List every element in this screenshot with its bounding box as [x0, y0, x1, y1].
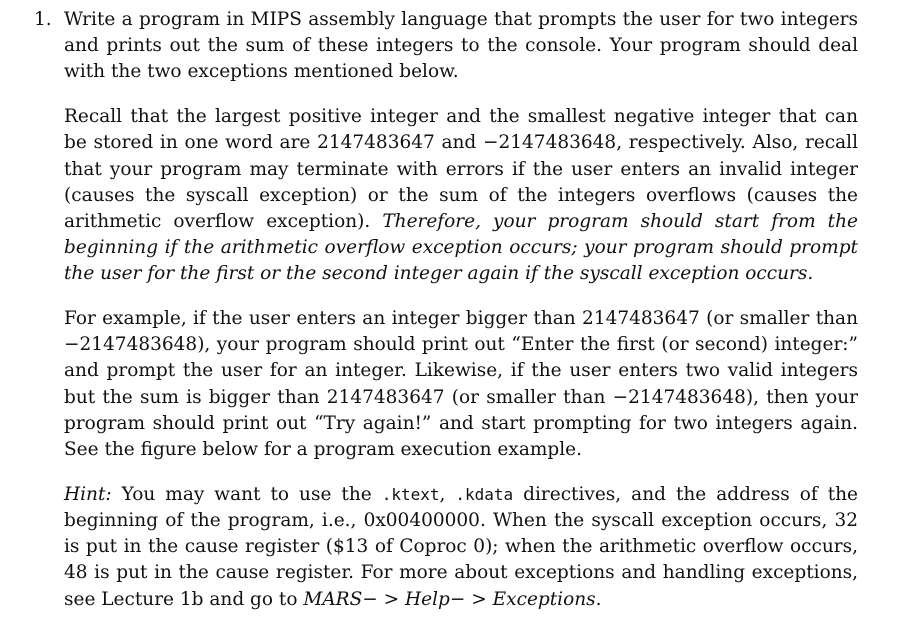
- exercise-item: [34, 7, 864, 631]
- recall-paragraph: [64, 104, 858, 287]
- hint-text-after: directives, and the address of the beginning of the program, i.e., 0x00400000. When the syscall exception occurs, 32 is put in the cause register ($13 of Coproc 0); when the arithmetic overflow occurs, 48 is put in the cause register. For more about exceptions and handling exceptions, see Lecture 1b and go to: [64, 483, 858, 610]
- kdata-directive: .kdata: [455, 484, 514, 504]
- hint-label: Hint:: [64, 483, 112, 505]
- hint-paragraph: [64, 482, 858, 613]
- menu-path: MARS− > Help− > Exceptions: [303, 588, 596, 610]
- hint-text-before: You may want to use the: [111, 483, 382, 505]
- recall-emphasis: Therefore, your program should start from the beginning if the arithmetic overflow exception occurs; your program should prompt the user for the first or the second integer again if the syscall exception occurs.: [64, 210, 858, 285]
- recall-text: Recall that the largest positive integer and the smallest negative integer that can be stored in one word are 2147483647 and −2147483648, respectively. Also, recall that your program may terminate with errors if the user enters an invalid integer (causes the syscall exception) or the sum of the integers overflows (causes the arithmetic overflow exception).: [64, 106, 858, 232]
- hint-comma: ,: [439, 483, 456, 505]
- hint-period: .: [595, 588, 602, 610]
- intro-paragraph: Write a program in MIPS assembly language that prompts the user for two integers and prints out the sum of these integers to the console. Your program should deal with the two exceptions mentioned below.: [64, 9, 858, 83]
- item-number: 1.: [34, 9, 52, 30]
- example-paragraph: For example, if the user enters an integer bigger than 2147483647 (or smaller than −2147483648), your program should print out “Enter the first (or second) integer:” and prompt the user for an integer. Likewise, if the user enters two valid integers but the sum is bigger than 2147483647 (or smaller than −2147483648), then your program should print out “Try again!” and start prompting for two integers again. See the figure below for a program execution example.: [64, 308, 858, 461]
- ktext-directive: .ktext: [381, 484, 440, 504]
